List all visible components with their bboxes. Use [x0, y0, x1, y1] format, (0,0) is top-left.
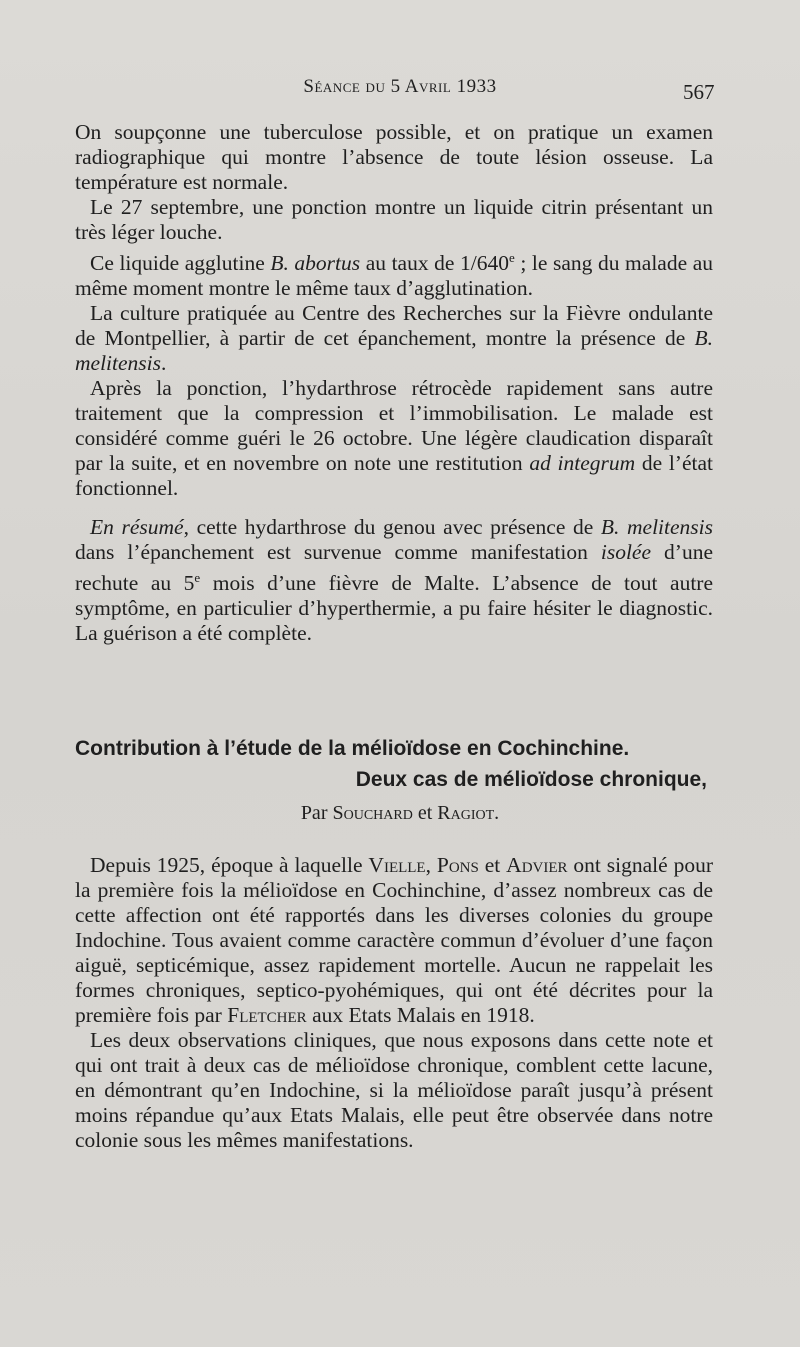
article-title: [75, 733, 707, 795]
paragraph: Les deux observations cliniques, que nous exposons dans cette note et qui ont trait à deux cas de mélioïdose chronique, comblent cette lacune, en démontrant qu’en Indochine, si la mélioïdose paraît jusqu’à présent moins répandue qu’aux Etats Malais, elle peut être observée dans notre colonie sous les mêmes manifestations.: [75, 1028, 713, 1152]
paragraph: La culture pratiquée au Centre des Recherches sur la Fièvre ondulante de Montpellier, à partir de cet épanchement, montre la présence de B. melitensis.: [75, 301, 713, 376]
summary-section: [75, 515, 713, 646]
author-name: Ragiot: [437, 802, 495, 824]
case-report-section: [75, 120, 713, 501]
article-authors: Par Souchard et Ragiot.: [300, 802, 500, 824]
running-head: Séance du 5 Avril 1933: [303, 76, 497, 97]
article-body: [75, 853, 713, 1153]
summary-paragraph: En résumé, cette hydarthrose du genou avec présence de B. melitensis dans l’épanchement est survenue comme manifestation isolée d’une rechute au 5e mois d’une fièvre de Malte. L’absence de tout autre symptôme, en particulier d’hyperthermie, a pu faire hésiter le diagnostic. La guérison a été complète.: [75, 515, 714, 646]
paragraph: Depuis 1925, époque à laquelle Vielle, Pons et Advier ont signalé pour la première fois la mélioïdose en Cochinchine, d’assez nombreux cas de cette affection ont été rapportés dans les diverses colonies du groupe Indochine. Tous avaient comme caractère commun d’évoluer d’une façon aiguë, septicémique, assez rapidement mortelle. Aucun ne rappelait les formes chroniques, septico-pyohémiques, qui ont été décrites pour la première fois par Fletcher aux Etats Malais en 1918.: [75, 853, 713, 1027]
author-name: Souchard: [332, 802, 413, 824]
paragraph: Le 27 septembre, une ponction montre un liquide citrin présentant un très léger louche.: [75, 195, 713, 244]
paragraph: Après la ponction, l’hydarthrose rétrocède rapidement sans autre traitement que la compression et l’immobilisation. Le malade est considéré comme guéri le 26 octobre. Une légère claudication disparaît par la suite, et en novembre on note une restitution ad integrum de l’état fonctionnel.: [75, 376, 713, 501]
paragraph: Ce liquide agglutine B. abortus au taux de 1/640e ; le sang du malade au même moment montre le même taux d’agglutination.: [75, 250, 713, 301]
article-title-line-1: Contribution à l’étude de la mélioïdose en Cochinchine.: [75, 737, 630, 760]
article-title-line-2: Deux cas de mélioïdose chronique,: [355, 768, 707, 791]
paragraph: On soupçonne une tuberculose possible, et on pratique un examen radiographique qui montre l’absence de toute lésion osseuse. La température est normale.: [75, 120, 713, 194]
page-number: 567: [683, 80, 715, 104]
